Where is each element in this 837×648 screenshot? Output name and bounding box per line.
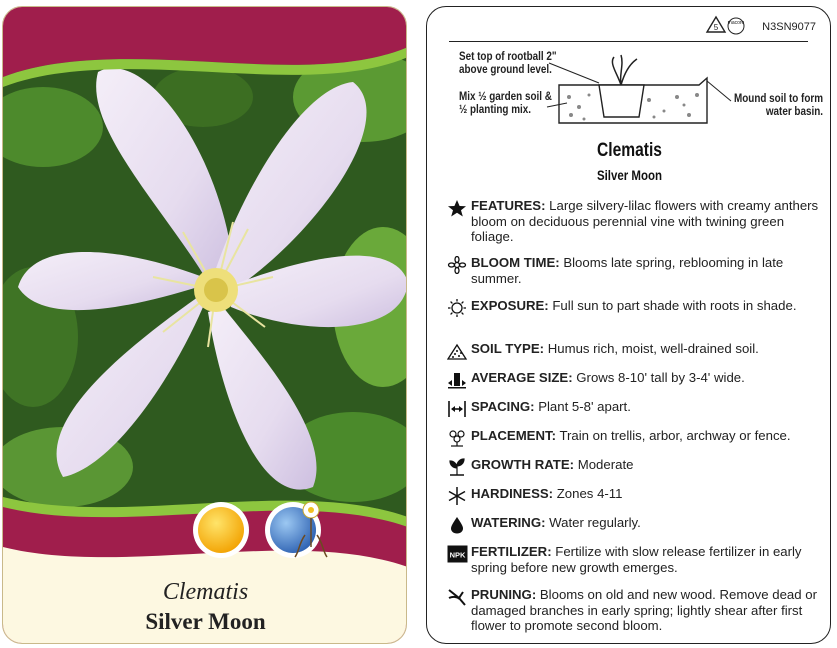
svg-text:macore: macore (727, 20, 745, 26)
bloom-icon (447, 256, 469, 274)
flower-photo (3, 7, 407, 644)
star-icon (447, 199, 469, 217)
pruning-shears-icon (447, 588, 469, 606)
soil-mix-note: Mix ½ garden soil & ½ planting mix. (459, 91, 552, 116)
spacing-icon (447, 400, 469, 418)
npk-icon (447, 545, 469, 563)
rootball-note: Set top of rootball 2" above ground level. (459, 51, 557, 76)
front-card (2, 6, 407, 644)
back-variety-name: Silver Moon (596, 167, 663, 183)
front-common-name: Clematis (162, 579, 249, 605)
size-icon (447, 371, 469, 389)
growth-icon (447, 458, 469, 476)
water-drop-icon (447, 516, 469, 534)
back-common-name: Clematis (597, 140, 662, 161)
full-sun-icon (193, 502, 249, 558)
snowflake-icon (447, 487, 469, 505)
soil-icon (447, 342, 469, 360)
water-basin-note: Mound soil to form water basin. (734, 93, 823, 118)
divider (449, 41, 808, 42)
sun-outline-icon (447, 299, 469, 317)
placement-icon (447, 429, 469, 447)
recycle-icon (705, 15, 745, 37)
planting-diagram (449, 45, 823, 133)
svg-text:5: 5 (713, 23, 719, 32)
svg-text:NPK: NPK (449, 550, 466, 560)
front-variety-name: Silver Moon (145, 609, 266, 634)
back-card: 5 macore N3SN9077 Set top of rootball 2" above ground level. Mix ½ garden soil & ½ planting mix. Mound soil to form water basin. Clematis Silver Moon FEATURES: Large silvery-lilac flowers with creamy anthers bloom on deciduous perennial vine with twining green foliage. BLOOM TIME: Blooms late spring, reblooming in late summer. EXPOSURE: Full sun to part shade with roots in shade. SOIL TYPE: Humus rich, moist, well-drained soil. AVERAGE SIZE: Grows 8-10' tall by 3-4' wide. SPACING: Plant 5-8' apart. PLACEMENT: Train on trellis, arbor, archway or fence. GROWTH RATE: Moderate HARDINESS: Zones 4-11 WATERING: Water regularly. NPK FERTILIZER: Fertilize with slow release fertilizer in early spring before new growth emerges. PRUNING: Blooms on old and new wood. Remove dead or damaged branches in early spring; lightly shear after first flower to promote second bloom. (426, 6, 831, 644)
sku-code: N3SN9077 (762, 21, 816, 33)
